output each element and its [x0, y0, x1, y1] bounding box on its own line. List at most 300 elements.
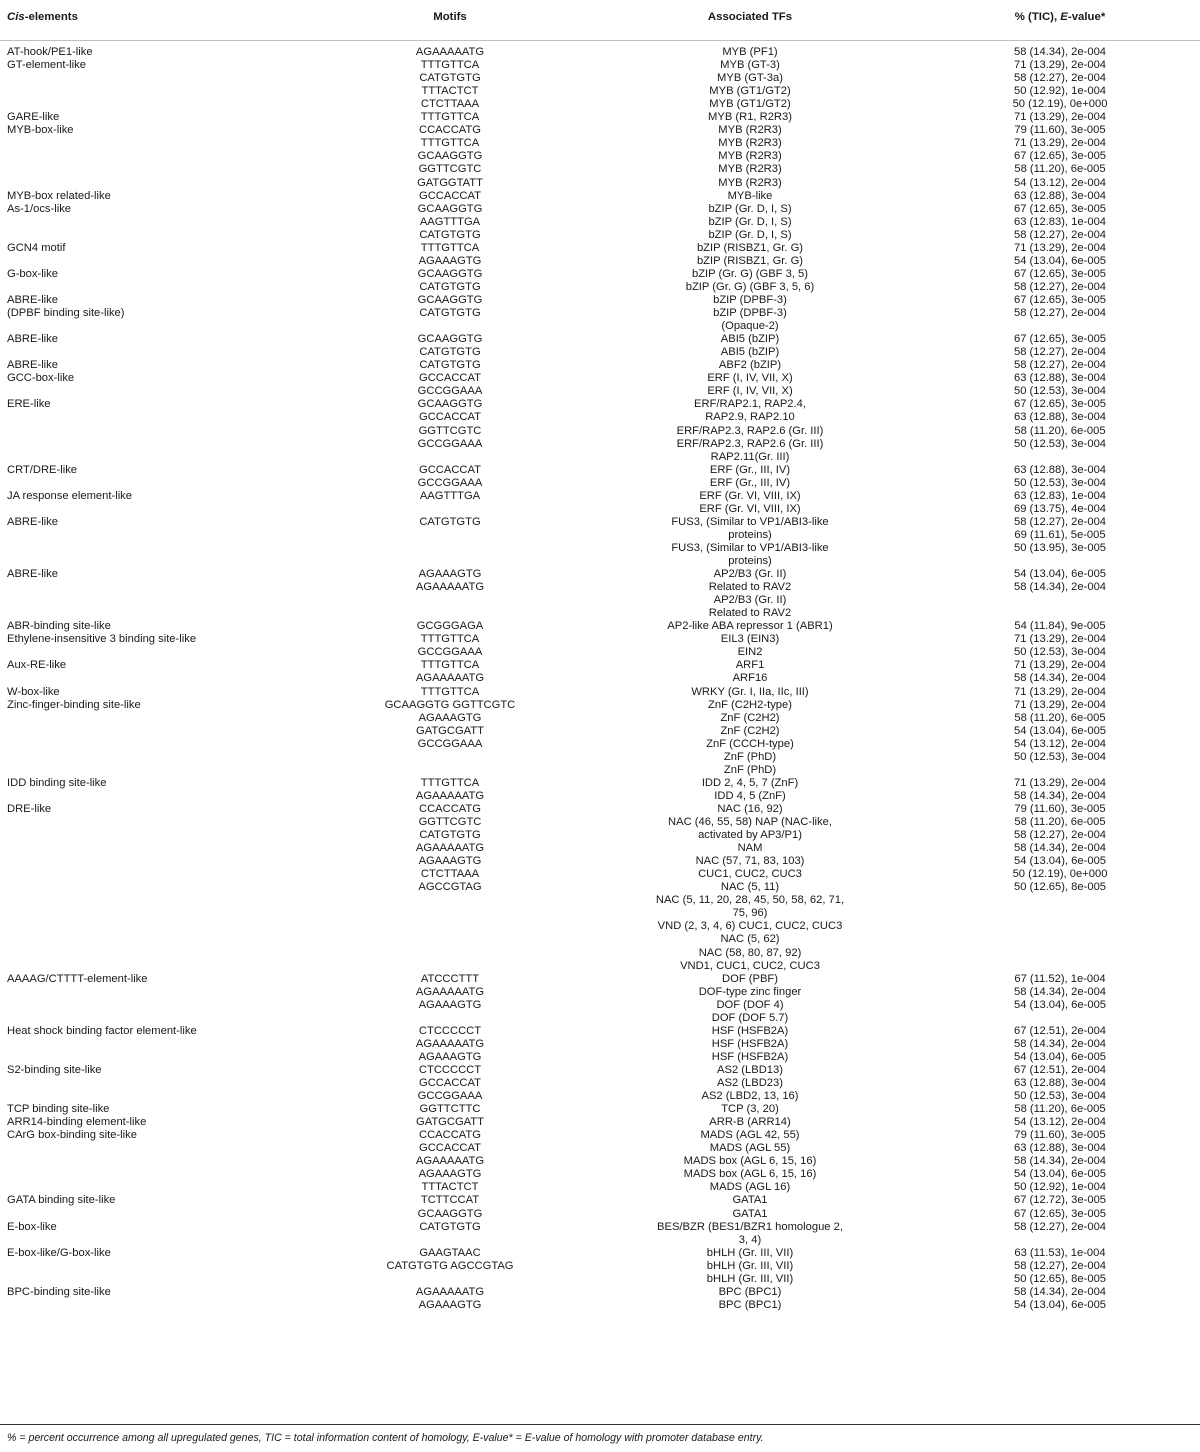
table-footnote: % = percent occurrence among all upregulated genes, TIC = total information content of homology, E-value* = E-value of homology with promoter database entry. — [7, 1432, 764, 1444]
table-row — [0, 150, 1200, 163]
cell-tic-evalue: 50 (13.95), 3e-005 — [1013, 541, 1107, 554]
table-row — [0, 503, 1200, 516]
cell-associated-tf: ERF (Gr. VI, VIII, IX) — [699, 502, 801, 515]
cell-associated-tf: MYB (GT-3) — [720, 59, 780, 71]
cell-associated-tf: HSF (HSFB2A) — [711, 1037, 789, 1050]
table-row — [0, 516, 1200, 529]
cell-motif: AGAAAGTG — [418, 1050, 482, 1063]
table-row — [0, 581, 1200, 594]
cell-associated-tf: BPC (BPC1) — [718, 1285, 782, 1298]
cell-tic-evalue: 58 (12.27), 2e-004 — [1013, 359, 1107, 372]
cell-associated-tf: FUS3, (Similar to VP1/ABI3-like — [671, 515, 829, 528]
cell-tic-evalue: 50 (12.53), 3e-004 — [1013, 385, 1107, 398]
cell-tic-evalue: 67 (12.65), 3e-005 — [1013, 202, 1107, 215]
table-row — [0, 620, 1200, 633]
cell-associated-tf: ERF (Gr. VI, VIII, IX) — [699, 489, 801, 502]
cell-cis-element: ABRE-like — [7, 568, 58, 580]
cell-tic-evalue: 58 (12.27), 2e-004 — [1013, 280, 1107, 293]
table-row — [0, 594, 1200, 607]
table-row — [0, 294, 1200, 307]
cell-tic-evalue: 69 (11.61), 5e-005 — [1014, 528, 1106, 541]
cell-tic-evalue: 54 (11.84), 9e-005 — [1014, 620, 1106, 633]
table-row — [0, 98, 1200, 111]
cell-tic-evalue: 50 (12.53), 3e-004 — [1013, 437, 1107, 450]
table-row — [0, 72, 1200, 85]
cell-tic-evalue: 58 (12.27), 2e-004 — [1013, 1220, 1107, 1233]
cell-associated-tf: MYB (GT-3a) — [717, 72, 783, 85]
cell-tic-evalue: 58 (14.34), 2e-004 — [1013, 1037, 1107, 1050]
table-row — [0, 686, 1200, 699]
table-row — [0, 216, 1200, 229]
cell-motif: CATGTGTG — [419, 1220, 481, 1233]
cell-associated-tf: MYB (R2R3) — [718, 176, 782, 189]
cell-associated-tf: NAM — [737, 842, 763, 855]
cell-associated-tf: NAC (57, 71, 83, 103) — [695, 855, 805, 868]
cell-cis-element: As-1/ocs-like — [7, 202, 72, 215]
cell-motif: TTTACTCT — [421, 1181, 479, 1194]
cell-associated-tf: ZnF (C2H2) — [720, 711, 780, 724]
cell-tic-evalue: 58 (14.34), 2e-004 — [1013, 672, 1107, 685]
cell-associated-tf: MADS box (AGL 6, 15, 16) — [683, 1168, 817, 1181]
table-row — [0, 699, 1200, 712]
table-row — [0, 816, 1200, 829]
cell-motif: GGTTCGTC — [418, 424, 482, 437]
table-row — [0, 725, 1200, 738]
cell-associated-tf: DOF (DOF 4) — [716, 998, 784, 1011]
table-row — [0, 646, 1200, 659]
cell-tic-evalue: 58 (14.34), 2e-004 — [1013, 581, 1107, 594]
cell-motif: TTTGTTCA — [420, 659, 480, 672]
cell-tic-evalue: 58 (14.34), 2e-004 — [1013, 789, 1107, 802]
table-row — [0, 1116, 1200, 1129]
table-row — [0, 907, 1200, 920]
table-row — [0, 1168, 1200, 1181]
cell-tic-evalue: 58 (14.34), 2e-004 — [1013, 1155, 1107, 1168]
cell-associated-tf: NAC (58, 80, 87, 92) — [698, 946, 802, 959]
header-cis-rest: -elements — [24, 11, 78, 23]
cell-cis-element: TCP binding site-like — [7, 1103, 110, 1115]
cell-tic-evalue: 67 (12.65), 3e-005 — [1013, 150, 1107, 163]
cell-motif: AGAAAGTG — [418, 711, 482, 724]
table-row — [0, 1260, 1200, 1273]
cell-tic-evalue: 58 (12.27), 2e-004 — [1013, 515, 1107, 528]
table-row — [0, 1025, 1200, 1038]
cell-tic-evalue: 63 (12.88), 3e-004 — [1013, 1142, 1107, 1155]
cell-associated-tf: ERF/RAP2.1, RAP2.4, — [694, 398, 806, 411]
table-row — [0, 1103, 1200, 1116]
cell-motif: CATGTGTG — [419, 307, 481, 319]
table-row — [0, 1221, 1200, 1234]
cell-associated-tf: bHLH (Gr. III, VII) — [706, 1272, 794, 1285]
cell-associated-tf: MYB (R2R3) — [718, 163, 782, 176]
cell-associated-tf: bZIP (Gr. G) (GBF 3, 5, 6) — [685, 280, 815, 293]
cell-cis-element: ARR14-binding element-like — [7, 1116, 147, 1129]
cell-motif: CATGTGTG — [419, 228, 481, 241]
cell-tic-evalue: 67 (12.65), 3e-005 — [1013, 294, 1107, 306]
cell-tic-evalue: 63 (12.88), 3e-004 — [1013, 1077, 1107, 1089]
cell-associated-tf: (Opaque-2) — [721, 320, 779, 333]
cell-associated-tf: BES/BZR (BES1/BZR1 homologue 2, — [657, 1220, 843, 1233]
cell-cis-element: Heat shock binding factor element-like — [7, 1024, 197, 1037]
table-row — [0, 1181, 1200, 1194]
table-row — [0, 568, 1200, 581]
table-row — [0, 633, 1200, 646]
table-row — [0, 947, 1200, 960]
cell-tic-evalue: 67 (12.65), 3e-005 — [1013, 333, 1107, 346]
header-tic-post: -value* — [1067, 11, 1106, 23]
cell-associated-tf: DOF (PBF) — [722, 972, 778, 985]
cell-associated-tf: proteins) — [728, 555, 772, 567]
cell-motif: GCCGGAAA — [417, 476, 483, 489]
cell-motif: GCCACCAT — [419, 411, 481, 424]
cell-tic-evalue: 58 (11.20), 6e-005 — [1014, 163, 1106, 176]
cell-associated-tf: MADS (AGL 55) — [709, 1142, 791, 1155]
cell-motif: GCAAGGTG — [417, 267, 483, 280]
cell-associated-tf: RAP2.9, RAP2.10 — [705, 411, 795, 424]
cell-tic-evalue: 67 (12.65), 3e-005 — [1013, 398, 1107, 411]
cell-cis-element: W-box-like — [7, 685, 60, 698]
cell-associated-tf: ERF (Gr., III, IV) — [709, 463, 791, 476]
table-row — [0, 346, 1200, 359]
cell-motif: GAAGTAAC — [419, 1246, 481, 1259]
cell-associated-tf: ARR-B (ARR14) — [709, 1116, 791, 1129]
cell-motif: GCCACCAT — [419, 372, 481, 385]
cell-associated-tf: IDD 2, 4, 5, 7 (ZnF) — [701, 776, 799, 789]
cell-motif: TTTGTTCA — [420, 633, 480, 646]
table-row — [0, 1142, 1200, 1155]
cell-motif: AAGTTTGA — [419, 215, 481, 228]
cell-associated-tf: bZIP (Gr. D, I, S) — [708, 228, 792, 241]
cell-motif: GCCGGAAA — [417, 737, 483, 750]
cell-motif: CATGTGTG — [419, 515, 481, 528]
cell-cis-element: S2-binding site-like — [7, 1063, 102, 1076]
cell-tic-evalue: 67 (12.65), 3e-005 — [1013, 1207, 1107, 1220]
cell-tic-evalue: 50 (12.53), 3e-004 — [1013, 476, 1107, 489]
cell-associated-tf: bZIP (DPBF-3) — [713, 294, 787, 306]
cell-cis-element: CRT/DRE-like — [7, 463, 78, 476]
table-row — [0, 607, 1200, 620]
table-row — [0, 1129, 1200, 1142]
cell-motif: GATGCGATT — [416, 1116, 484, 1129]
table-row — [0, 803, 1200, 816]
cell-tic-evalue: 54 (13.04), 6e-005 — [1013, 1168, 1107, 1181]
cell-associated-tf: AS2 (LBD23) — [717, 1077, 783, 1089]
cell-motif: AGAAAAATG — [415, 985, 485, 998]
cell-associated-tf: NAC (5, 11, 20, 28, 45, 50, 58, 62, 71, — [655, 894, 845, 907]
cell-tic-evalue: 71 (13.29), 2e-004 — [1013, 659, 1107, 672]
table-row — [0, 986, 1200, 999]
cell-tic-evalue: 58 (12.27), 2e-004 — [1013, 1259, 1107, 1272]
cell-cis-element: MYB-box related-like — [7, 189, 111, 202]
cell-associated-tf: MYB (R2R3) — [718, 150, 782, 163]
cell-associated-tf: HSF (HSFB2A) — [711, 1050, 789, 1063]
table-row — [0, 1299, 1200, 1312]
table-row — [0, 738, 1200, 751]
cell-associated-tf: ERF/RAP2.3, RAP2.6 (Gr. III) — [676, 437, 824, 450]
table-row — [0, 1051, 1200, 1064]
table-row — [0, 1012, 1200, 1025]
cell-tic-evalue: 58 (12.27), 2e-004 — [1013, 72, 1107, 85]
cell-associated-tf: ERF (I, IV, VII, X) — [707, 372, 793, 385]
cell-associated-tf: VND (2, 3, 4, 6) CUC1, CUC2, CUC3 — [657, 920, 843, 933]
cell-associated-tf: IDD 4, 5 (ZnF) — [714, 789, 786, 802]
table-row — [0, 242, 1200, 255]
cell-motif: TTTACTCT — [421, 85, 479, 98]
cell-associated-tf: bZIP (Gr. D, I, S) — [708, 202, 792, 215]
cell-associated-tf: bZIP (Gr. D, I, S) — [708, 215, 792, 228]
cell-tic-evalue: 71 (13.29), 2e-004 — [1013, 633, 1107, 646]
cell-tic-evalue: 71 (13.29), 2e-004 — [1013, 137, 1107, 150]
cell-associated-tf: NAC (5, 62) — [720, 933, 780, 946]
header-rule — [0, 40, 1200, 41]
cell-associated-tf: HSF (HSFB2A) — [711, 1024, 789, 1037]
cell-associated-tf: ZnF (PhD) — [723, 763, 777, 776]
cell-tic-evalue: 63 (12.83), 1e-004 — [1013, 215, 1107, 228]
cell-tic-evalue: 50 (12.53), 3e-004 — [1013, 1090, 1107, 1102]
cell-motif: GATGCGATT — [416, 724, 484, 737]
table-row — [0, 777, 1200, 790]
cell-motif: TTTGTTCA — [420, 59, 480, 71]
cell-associated-tf: VND1, CUC1, CUC2, CUC3 — [680, 959, 820, 972]
table-row — [0, 137, 1200, 150]
cell-cis-element: GATA binding site-like — [7, 1194, 116, 1207]
cell-associated-tf: ZnF (CCCH-type) — [706, 737, 794, 750]
table-row — [0, 973, 1200, 986]
cell-tic-evalue: 50 (12.19), 0e+000 — [1012, 98, 1108, 111]
cell-tic-evalue: 50 (12.53), 3e-004 — [1013, 750, 1107, 763]
header-motifs: Motifs — [433, 11, 467, 23]
cell-motif: GGTTCGTC — [418, 163, 482, 176]
cell-motif: AGAAAGTG — [418, 998, 482, 1011]
cell-associated-tf: 75, 96) — [732, 907, 768, 920]
cell-associated-tf: ABF2 (bZIP) — [718, 359, 782, 372]
cell-tic-evalue: 50 (12.53), 3e-004 — [1013, 646, 1107, 659]
cell-tic-evalue: 54 (13.04), 6e-005 — [1013, 855, 1107, 868]
cell-tic-evalue: 54 (13.04), 6e-005 — [1013, 568, 1107, 580]
cell-cis-element: AT-hook/PE1-like — [7, 46, 93, 58]
cell-tic-evalue: 67 (12.65), 3e-005 — [1013, 267, 1107, 280]
table-row — [0, 46, 1200, 59]
cell-motif: GCCGGAAA — [417, 385, 483, 398]
cell-associated-tf: Related to RAV2 — [708, 607, 792, 620]
table-row — [0, 672, 1200, 685]
cell-associated-tf: RAP2.11(Gr. III) — [710, 450, 790, 463]
cell-associated-tf: bZIP (RISBZ1, Gr. G) — [696, 241, 804, 254]
cell-tic-evalue: 50 (12.65), 8e-005 — [1013, 1272, 1107, 1285]
table-row — [0, 190, 1200, 203]
cell-tic-evalue: 58 (12.27), 2e-004 — [1013, 228, 1107, 241]
cell-motif: GCAAGGTG — [417, 150, 483, 163]
cell-cis-element: GARE-like — [7, 111, 60, 124]
table-row — [0, 659, 1200, 672]
cell-motif: AGAAAGTG — [418, 855, 482, 868]
cell-tic-evalue: 58 (12.27), 2e-004 — [1013, 829, 1107, 841]
cell-tic-evalue: 71 (13.29), 2e-004 — [1013, 241, 1107, 254]
cell-tic-evalue: 54 (13.12), 2e-004 — [1013, 176, 1107, 189]
cell-associated-tf: MADS (AGL 42, 55) — [700, 1129, 800, 1142]
cell-tic-evalue: 58 (11.20), 6e-005 — [1014, 1103, 1106, 1115]
cell-motif: GCAAGGTG — [417, 1207, 483, 1220]
cell-motif: CCACCATG — [419, 124, 481, 137]
cell-associated-tf: ABI5 (bZIP) — [720, 346, 780, 359]
cell-associated-tf: EIN2 — [737, 646, 763, 659]
cell-motif: AGAAAAATG — [415, 672, 485, 685]
cell-associated-tf: ARF16 — [732, 672, 768, 685]
table-row — [0, 268, 1200, 281]
cell-cis-element: GCC-box-like — [7, 372, 75, 385]
cell-motif: CATGTGTG — [419, 359, 481, 372]
cell-tic-evalue: 63 (11.53), 1e-004 — [1014, 1246, 1106, 1259]
cell-associated-tf: proteins) — [728, 528, 772, 541]
cell-tic-evalue: 58 (11.20), 6e-005 — [1014, 711, 1106, 724]
table-row — [0, 111, 1200, 124]
table-row — [0, 177, 1200, 190]
cell-motif: GCCGGAAA — [417, 646, 483, 659]
cell-associated-tf: DOF (DOF 5.7) — [711, 1011, 789, 1024]
cell-cis-element: Zinc-finger-binding site-like — [7, 698, 141, 711]
table-row — [0, 163, 1200, 176]
cell-associated-tf: NAC (5, 11) — [720, 881, 780, 894]
cell-tic-evalue: 54 (13.04), 6e-005 — [1013, 998, 1107, 1011]
header-associated-tfs: Associated TFs — [707, 11, 793, 23]
table-row — [0, 542, 1200, 555]
cell-motif: GCAAGGTG GGTTCGTC — [384, 698, 516, 711]
cell-motif: GGTTCTTC — [419, 1103, 481, 1115]
cell-motif: ATCCCTTT — [420, 972, 480, 985]
cell-motif: GCCACCAT — [419, 189, 481, 202]
cell-cis-element: GCN4 motif — [7, 241, 66, 254]
cell-tic-evalue: 71 (13.29), 2e-004 — [1013, 698, 1107, 711]
cell-tic-evalue: 50 (12.92), 1e-004 — [1013, 85, 1107, 98]
cell-motif: TTTGTTCA — [420, 241, 480, 254]
table-row — [0, 529, 1200, 542]
cell-associated-tf: bZIP (Gr. G) (GBF 3, 5) — [691, 267, 809, 280]
table-row — [0, 307, 1200, 320]
cell-tic-evalue: 71 (13.29), 2e-004 — [1013, 776, 1107, 789]
header-cis-italic: Cis — [7, 11, 25, 23]
cell-associated-tf: MYB (PF1) — [722, 46, 778, 58]
cell-tic-evalue: 67 (12.72), 3e-005 — [1013, 1194, 1107, 1207]
bottom-rule — [0, 1424, 1200, 1425]
cell-associated-tf: ABI5 (bZIP) — [720, 333, 780, 346]
cell-associated-tf: ARF1 — [735, 659, 765, 672]
table-row — [0, 398, 1200, 411]
table-row — [0, 85, 1200, 98]
cell-cis-element: E-box-like/G-box-like — [7, 1246, 111, 1259]
table-row — [0, 281, 1200, 294]
cell-cis-element: ABRE-like — [7, 515, 58, 528]
cell-associated-tf: bHLH (Gr. III, VII) — [706, 1259, 794, 1272]
cell-motif: AGAAAAATG — [415, 1155, 485, 1168]
cell-motif: GCAAGGTG — [417, 398, 483, 411]
cell-associated-tf: bHLH (Gr. III, VII) — [706, 1246, 794, 1259]
cell-associated-tf: AS2 (LBD2, 13, 16) — [701, 1090, 799, 1102]
table-row — [0, 1194, 1200, 1207]
cell-tic-evalue: 54 (13.12), 2e-004 — [1013, 1116, 1107, 1129]
cell-tic-evalue: 58 (14.34), 2e-004 — [1013, 842, 1107, 855]
cell-associated-tf: MYB (R2R3) — [718, 124, 782, 137]
table-row — [0, 1286, 1200, 1299]
cell-associated-tf: bZIP (RISBZ1, Gr. G) — [696, 254, 804, 267]
cell-cis-element: IDD binding site-like — [7, 776, 107, 789]
cell-motif: AGAAAGTG — [418, 568, 482, 580]
cell-motif: CATGTGTG — [419, 829, 481, 841]
table-row — [0, 229, 1200, 242]
cell-cis-element: AAAAG/CTTTT-element-like — [7, 972, 148, 985]
table-row — [0, 59, 1200, 72]
cell-tic-evalue: 58 (12.27), 2e-004 — [1013, 307, 1107, 319]
table-row — [0, 333, 1200, 346]
cell-motif: CATGTGTG AGCCGTAG — [386, 1259, 514, 1272]
cell-associated-tf: Related to RAV2 — [708, 581, 792, 594]
table-row — [0, 203, 1200, 216]
cell-tic-evalue: 67 (11.52), 1e-004 — [1014, 972, 1106, 985]
table-row — [0, 1077, 1200, 1090]
cell-motif: CATGTGTG — [419, 72, 481, 85]
table-row — [0, 790, 1200, 803]
cell-motif: AGAAAAATG — [415, 581, 485, 594]
cell-tic-evalue: 63 (12.88), 3e-004 — [1013, 189, 1107, 202]
cell-cis-element: ERE-like — [7, 398, 51, 411]
table-row — [0, 1090, 1200, 1103]
cell-tic-evalue: 71 (13.29), 2e-004 — [1013, 111, 1107, 124]
cell-tic-evalue: 54 (13.04), 6e-005 — [1013, 1298, 1107, 1311]
cell-motif: TTTGTTCA — [420, 111, 480, 124]
table-row — [0, 894, 1200, 907]
table-row — [0, 372, 1200, 385]
cell-motif: AAGTTTGA — [419, 489, 481, 502]
cell-motif: GCCACCAT — [419, 1142, 481, 1155]
cell-motif: TTTGTTCA — [420, 137, 480, 150]
cell-associated-tf: MYB (GT1/GT2) — [709, 98, 791, 111]
cell-cis-element: ABR-binding site-like — [7, 620, 111, 633]
header-cis-elements — [7, 10, 78, 24]
table-row — [0, 920, 1200, 933]
cell-tic-evalue: 58 (14.34), 2e-004 — [1013, 1285, 1107, 1298]
cell-cis-element: Aux-RE-like — [7, 659, 67, 672]
table-row — [0, 829, 1200, 842]
table-row — [0, 855, 1200, 868]
cell-tic-evalue: 58 (11.20), 6e-005 — [1014, 816, 1106, 828]
cell-tic-evalue: 63 (12.88), 3e-004 — [1013, 411, 1107, 424]
table-row — [0, 464, 1200, 477]
cell-associated-tf: ERF/RAP2.3, RAP2.6 (Gr. III) — [676, 424, 824, 437]
cell-motif: AGAAAAATG — [415, 1285, 485, 1298]
table-row — [0, 425, 1200, 438]
cell-associated-tf: MYB (GT1/GT2) — [709, 85, 791, 98]
cell-cis-element: MYB-box-like — [7, 124, 74, 137]
table-row — [0, 477, 1200, 490]
cell-tic-evalue: 54 (13.04), 6e-005 — [1013, 254, 1107, 267]
cell-motif: GATGGTATT — [417, 176, 483, 189]
cell-motif: GCAAGGTG — [417, 333, 483, 346]
cell-associated-tf: FUS3, (Similar to VP1/ABI3-like — [671, 541, 829, 554]
table-row — [0, 451, 1200, 464]
cell-associated-tf: 3, 4) — [738, 1233, 762, 1246]
header-e-italic: E — [1060, 11, 1068, 23]
cell-motif: CATGTGTG — [419, 280, 481, 293]
cell-tic-evalue: 79 (11.60), 3e-005 — [1014, 1129, 1106, 1142]
cell-motif: AGAAAGTG — [418, 1168, 482, 1181]
cell-motif: AGAAAGTG — [418, 1298, 482, 1311]
cell-associated-tf: MYB-like — [727, 189, 773, 202]
cell-tic-evalue: 63 (12.83), 1e-004 — [1013, 489, 1107, 502]
cell-tic-evalue: 58 (11.20), 6e-005 — [1014, 424, 1106, 437]
cell-motif: TTTGTTCA — [420, 776, 480, 789]
cell-associated-tf: TCP (3, 20) — [721, 1103, 779, 1115]
cell-tic-evalue: 63 (12.88), 3e-004 — [1013, 372, 1107, 385]
cell-cis-element: Ethylene-insensitive 3 binding site-like — [7, 633, 197, 646]
